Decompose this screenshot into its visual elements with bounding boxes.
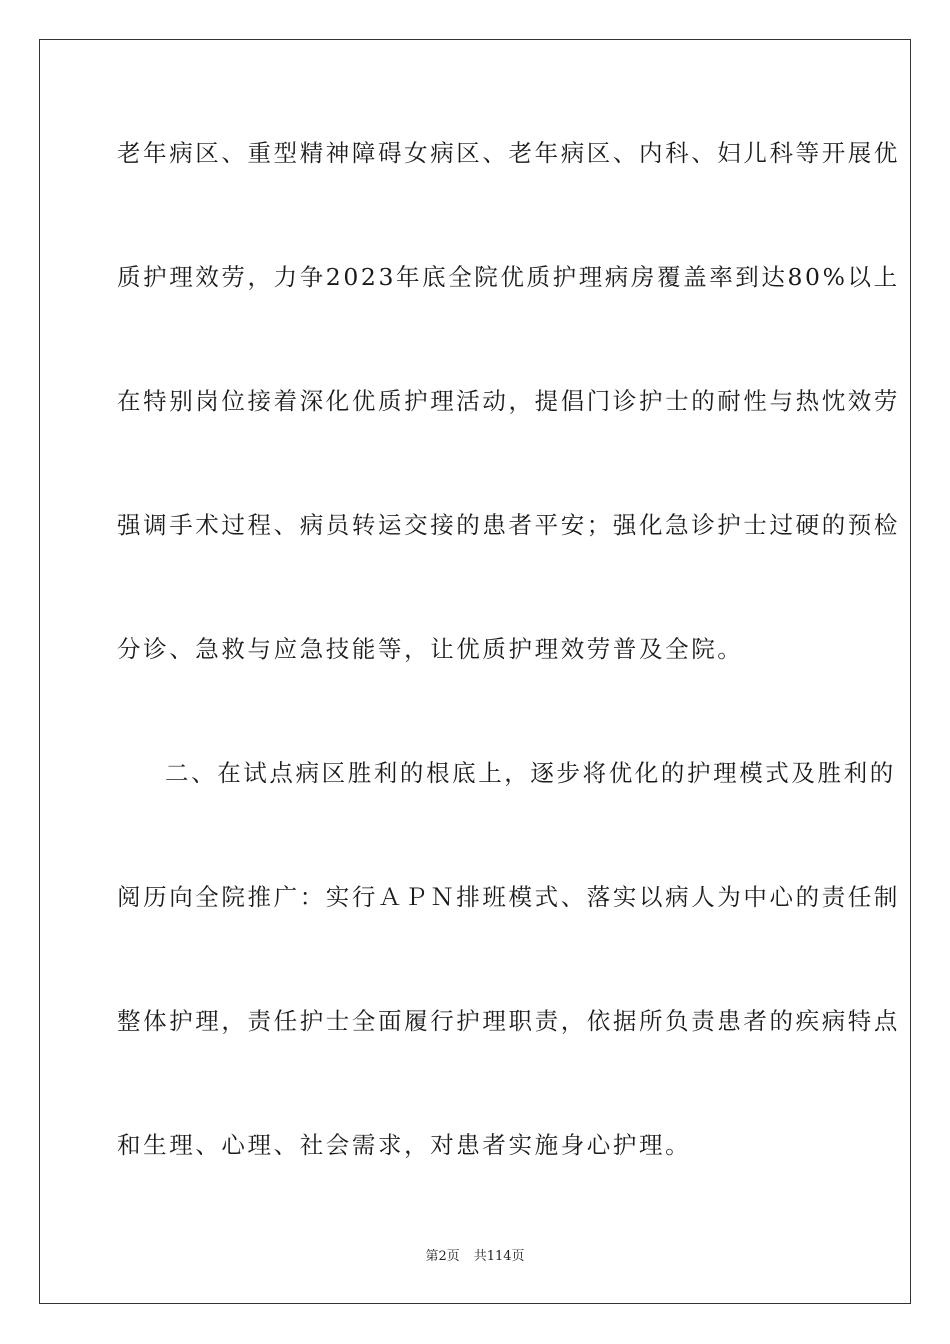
paragraph-line-6: 二、在试点病区胜利的根底上，逐步将优化的护理模式及胜利的 (165, 759, 896, 787)
page-total: 共114页 (473, 1249, 525, 1264)
paragraph-line-2: 质护理效劳，力争2023年底全院优质护理病房覆盖率到达80%以上 (117, 263, 900, 291)
paragraph-line-7: 阅历向全院推广：实行ＡＰＮ排班模式、落实以病人为中心的责任制 (117, 883, 900, 911)
paragraph-line-4: 强调手术过程、病员转运交接的患者平安；强化急诊护士过硬的预检 (117, 511, 900, 539)
paragraph-line-1: 老年病区、重型精神障碍女病区、老年病区、内科、妇儿科等开展优 (117, 139, 900, 167)
paragraph-line-5: 分诊、急救与应急技能等，让优质护理效劳普及全院。 (117, 635, 744, 663)
paragraph-line-9: 和生理、心理、社会需求，对患者实施身心护理。 (117, 1131, 692, 1159)
page-frame (39, 39, 911, 1304)
page-number: 第2页 (425, 1249, 460, 1264)
paragraph-line-3: 在特别岗位接着深化优质护理活动，提倡门诊护士的耐性与热忱效劳 (117, 387, 900, 415)
paragraph-line-8: 整体护理，责任护士全面履行护理职责，依据所负责患者的疾病特点 (117, 1007, 900, 1035)
page-footer (0, 1248, 950, 1266)
